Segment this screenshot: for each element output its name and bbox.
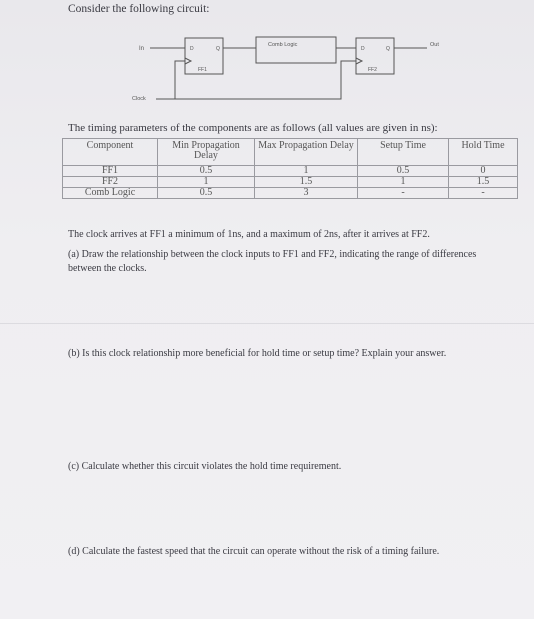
table-header-row — [63, 139, 518, 166]
table-header: Setup Time — [358, 139, 449, 166]
comb-logic-box — [256, 37, 336, 63]
intro-text: Consider the following circuit: — [68, 3, 210, 15]
clock-skew-text: The clock arrives at FF1 a minimum of 1ns, and a maximum of 2ns, after it arrives at FF2. — [68, 229, 430, 240]
table-cell: 0.5 — [358, 166, 449, 177]
ff1-q-label: Q — [216, 46, 220, 52]
ff2-name: FF2 — [368, 67, 377, 73]
out-label: Out — [430, 42, 439, 48]
table-cell: Comb Logic — [63, 188, 158, 199]
table-cell: 1 — [358, 177, 449, 188]
circuit-diagram — [0, 24, 534, 114]
table-cell: 1 — [158, 177, 255, 188]
table-cell: - — [449, 188, 518, 199]
table-cell: FF1 — [63, 166, 158, 177]
table-cell: 0.5 — [158, 166, 255, 177]
question-d: (d) Calculate the fastest speed that the circuit can operate without the risk of a timing failure. — [68, 546, 440, 557]
clock-wire — [156, 61, 356, 99]
question-c: (c) Calculate whether this circuit violates the hold time requirement. — [68, 461, 342, 472]
ff2-clock-triangle — [356, 58, 362, 64]
ff2-q-label: Q — [386, 46, 390, 52]
table-cell: FF2 — [63, 177, 158, 188]
table-cell: 1.5 — [255, 177, 358, 188]
table-cell: 1.5 — [449, 177, 518, 188]
table-cell: 3 — [255, 188, 358, 199]
table-header: Min Propagation Delay — [158, 139, 255, 166]
table-cell: 1 — [255, 166, 358, 177]
table-header: Component — [63, 139, 158, 166]
question-b: (b) Is this clock relationship more beneficial for hold time or setup time? Explain your answer. — [68, 348, 447, 359]
question-a: (a) Draw the relationship between the clock inputs to FF1 and FF2, indicating the range of differences between the clocks. — [68, 249, 477, 274]
table-cell: 0.5 — [158, 188, 255, 199]
timing-parameters-text: The timing parameters of the components are as follows (all values are given in ns): — [68, 122, 438, 134]
comb-logic-label: Comb Logic — [268, 42, 298, 48]
table-header: Hold Time — [449, 139, 518, 166]
section-divider — [0, 323, 534, 324]
table-row — [63, 188, 518, 199]
table-cell: - — [358, 188, 449, 199]
in-label: In — [139, 46, 145, 52]
ff1-name: FF1 — [198, 67, 207, 73]
table-header: Max Propagation Delay — [255, 139, 358, 166]
table-row — [63, 166, 518, 177]
ff2-d-label: D — [361, 46, 365, 52]
table-cell: 0 — [449, 166, 518, 177]
table-row — [63, 177, 518, 188]
ff1-clock-triangle — [185, 58, 191, 64]
timing-parameters-table — [62, 138, 518, 199]
clock-branch-ff1 — [175, 61, 185, 99]
clock-label: Clock — [132, 96, 146, 102]
ff1-d-label: D — [190, 46, 194, 52]
